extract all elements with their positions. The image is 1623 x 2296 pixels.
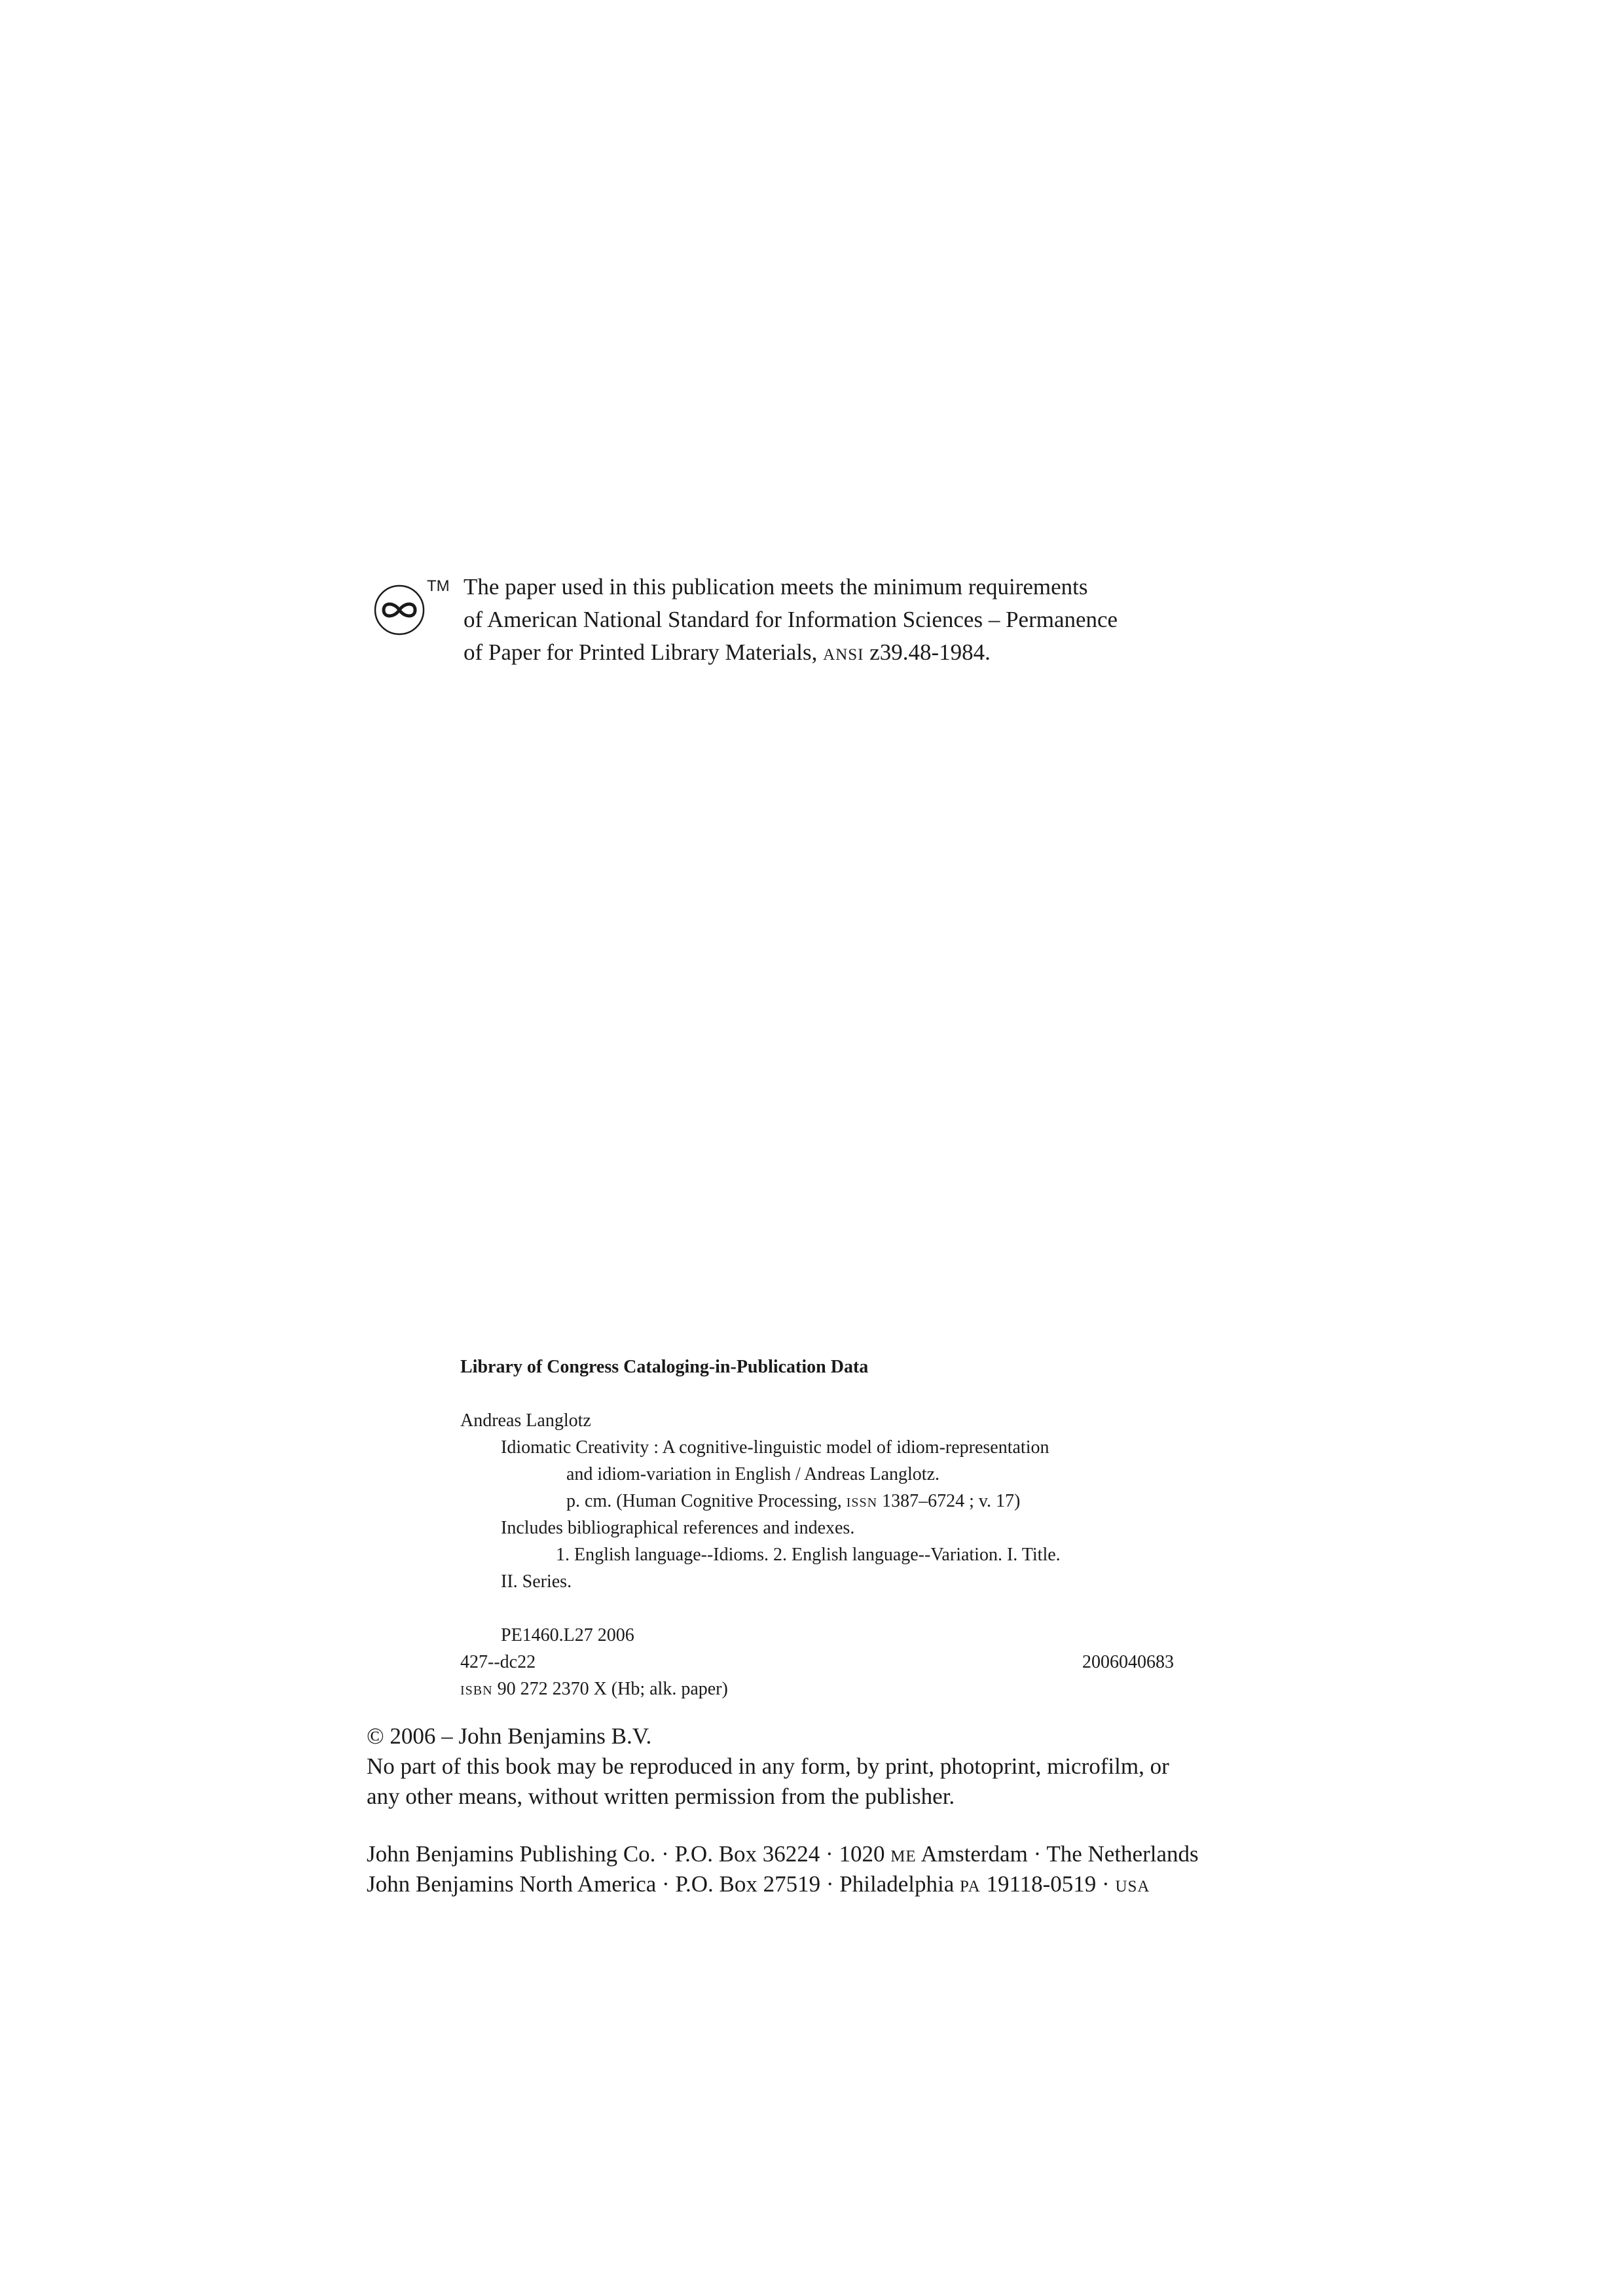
ansi-standard-number: z39.48-1984. xyxy=(864,639,991,665)
permanence-line-3-text: of Paper for Printed Library Materials, xyxy=(464,639,824,665)
permanence-line-1: The paper used in this publication meets the minimum requirements xyxy=(464,574,1088,600)
cip-series-statement xyxy=(566,1488,1020,1515)
cip-title-line-1: Idiomatic Creativity : A cognitive-linguistic model of idiom-representation xyxy=(501,1437,1049,1458)
trademark-mark: TM xyxy=(427,577,450,595)
cip-isbn xyxy=(460,1676,728,1702)
permanence-line-3 xyxy=(464,636,1249,669)
cip-dewey: 427--dc22 xyxy=(460,1652,536,1672)
rights-line-1: No part of this book may be reproduced in any form, by print, photoprint, microfilm, or xyxy=(367,1753,1169,1779)
copyright-block xyxy=(367,1721,1264,1812)
copyright-notice: © 2006 – John Benjamins B.V. xyxy=(367,1723,652,1749)
cip-lccn: 2006040683 xyxy=(1082,1652,1174,1672)
cip-series-added: II. Series. xyxy=(501,1571,572,1592)
address-nl-pre: John Benjamins Publishing Co. · P.O. Box 36224 · 1020 xyxy=(367,1841,891,1867)
ansi-abbrev: ansi xyxy=(823,639,864,665)
address-north-america xyxy=(367,1869,1264,1899)
cip-issn-label: issn xyxy=(846,1491,878,1511)
permanence-line-2: of American National Standard for Information Sciences – Permanence xyxy=(464,607,1118,632)
cip-heading: Library of Congress Cataloging-in-Publication Data xyxy=(460,1357,869,1377)
address-na-state: pa xyxy=(960,1871,981,1897)
address-na-mid: 19118-0519 · xyxy=(980,1871,1116,1897)
cip-isbn-label: isbn xyxy=(460,1679,493,1699)
address-na-country: usa xyxy=(1115,1871,1150,1897)
cip-title-line-2: and idiom-variation in English / Andreas Langlotz. xyxy=(566,1464,939,1484)
address-nl-code: me xyxy=(890,1841,917,1867)
cip-isbn-value: 90 272 2370 X (Hb; alk. paper) xyxy=(492,1679,728,1699)
cip-subjects: 1. English language--Idioms. 2. English language--Variation. I. Title. xyxy=(556,1545,1061,1565)
permanence-statement xyxy=(464,571,1249,669)
cip-call-number: PE1460.L27 2006 xyxy=(501,1625,634,1645)
cip-series-post: 1387–6724 ; v. 17) xyxy=(877,1491,1021,1511)
paper-permanence-notice xyxy=(373,571,1237,675)
cip-data-block xyxy=(460,1354,1174,1700)
address-netherlands xyxy=(367,1839,1264,1869)
infinity-circle-icon xyxy=(373,584,426,636)
cip-author: Andreas Langlotz xyxy=(460,1410,591,1431)
address-na-pre: John Benjamins North America · P.O. Box 27519 · Philadelphia xyxy=(367,1871,960,1897)
rights-line-2: any other means, without written permission from the publisher. xyxy=(367,1784,955,1809)
cip-bibliography-note: Includes bibliographical references and indexes. xyxy=(501,1518,855,1538)
cip-series-pre: p. cm. (Human Cognitive Processing, xyxy=(566,1491,847,1511)
publisher-addresses xyxy=(367,1839,1264,1899)
address-nl-post: Amsterdam · The Netherlands xyxy=(916,1841,1199,1867)
